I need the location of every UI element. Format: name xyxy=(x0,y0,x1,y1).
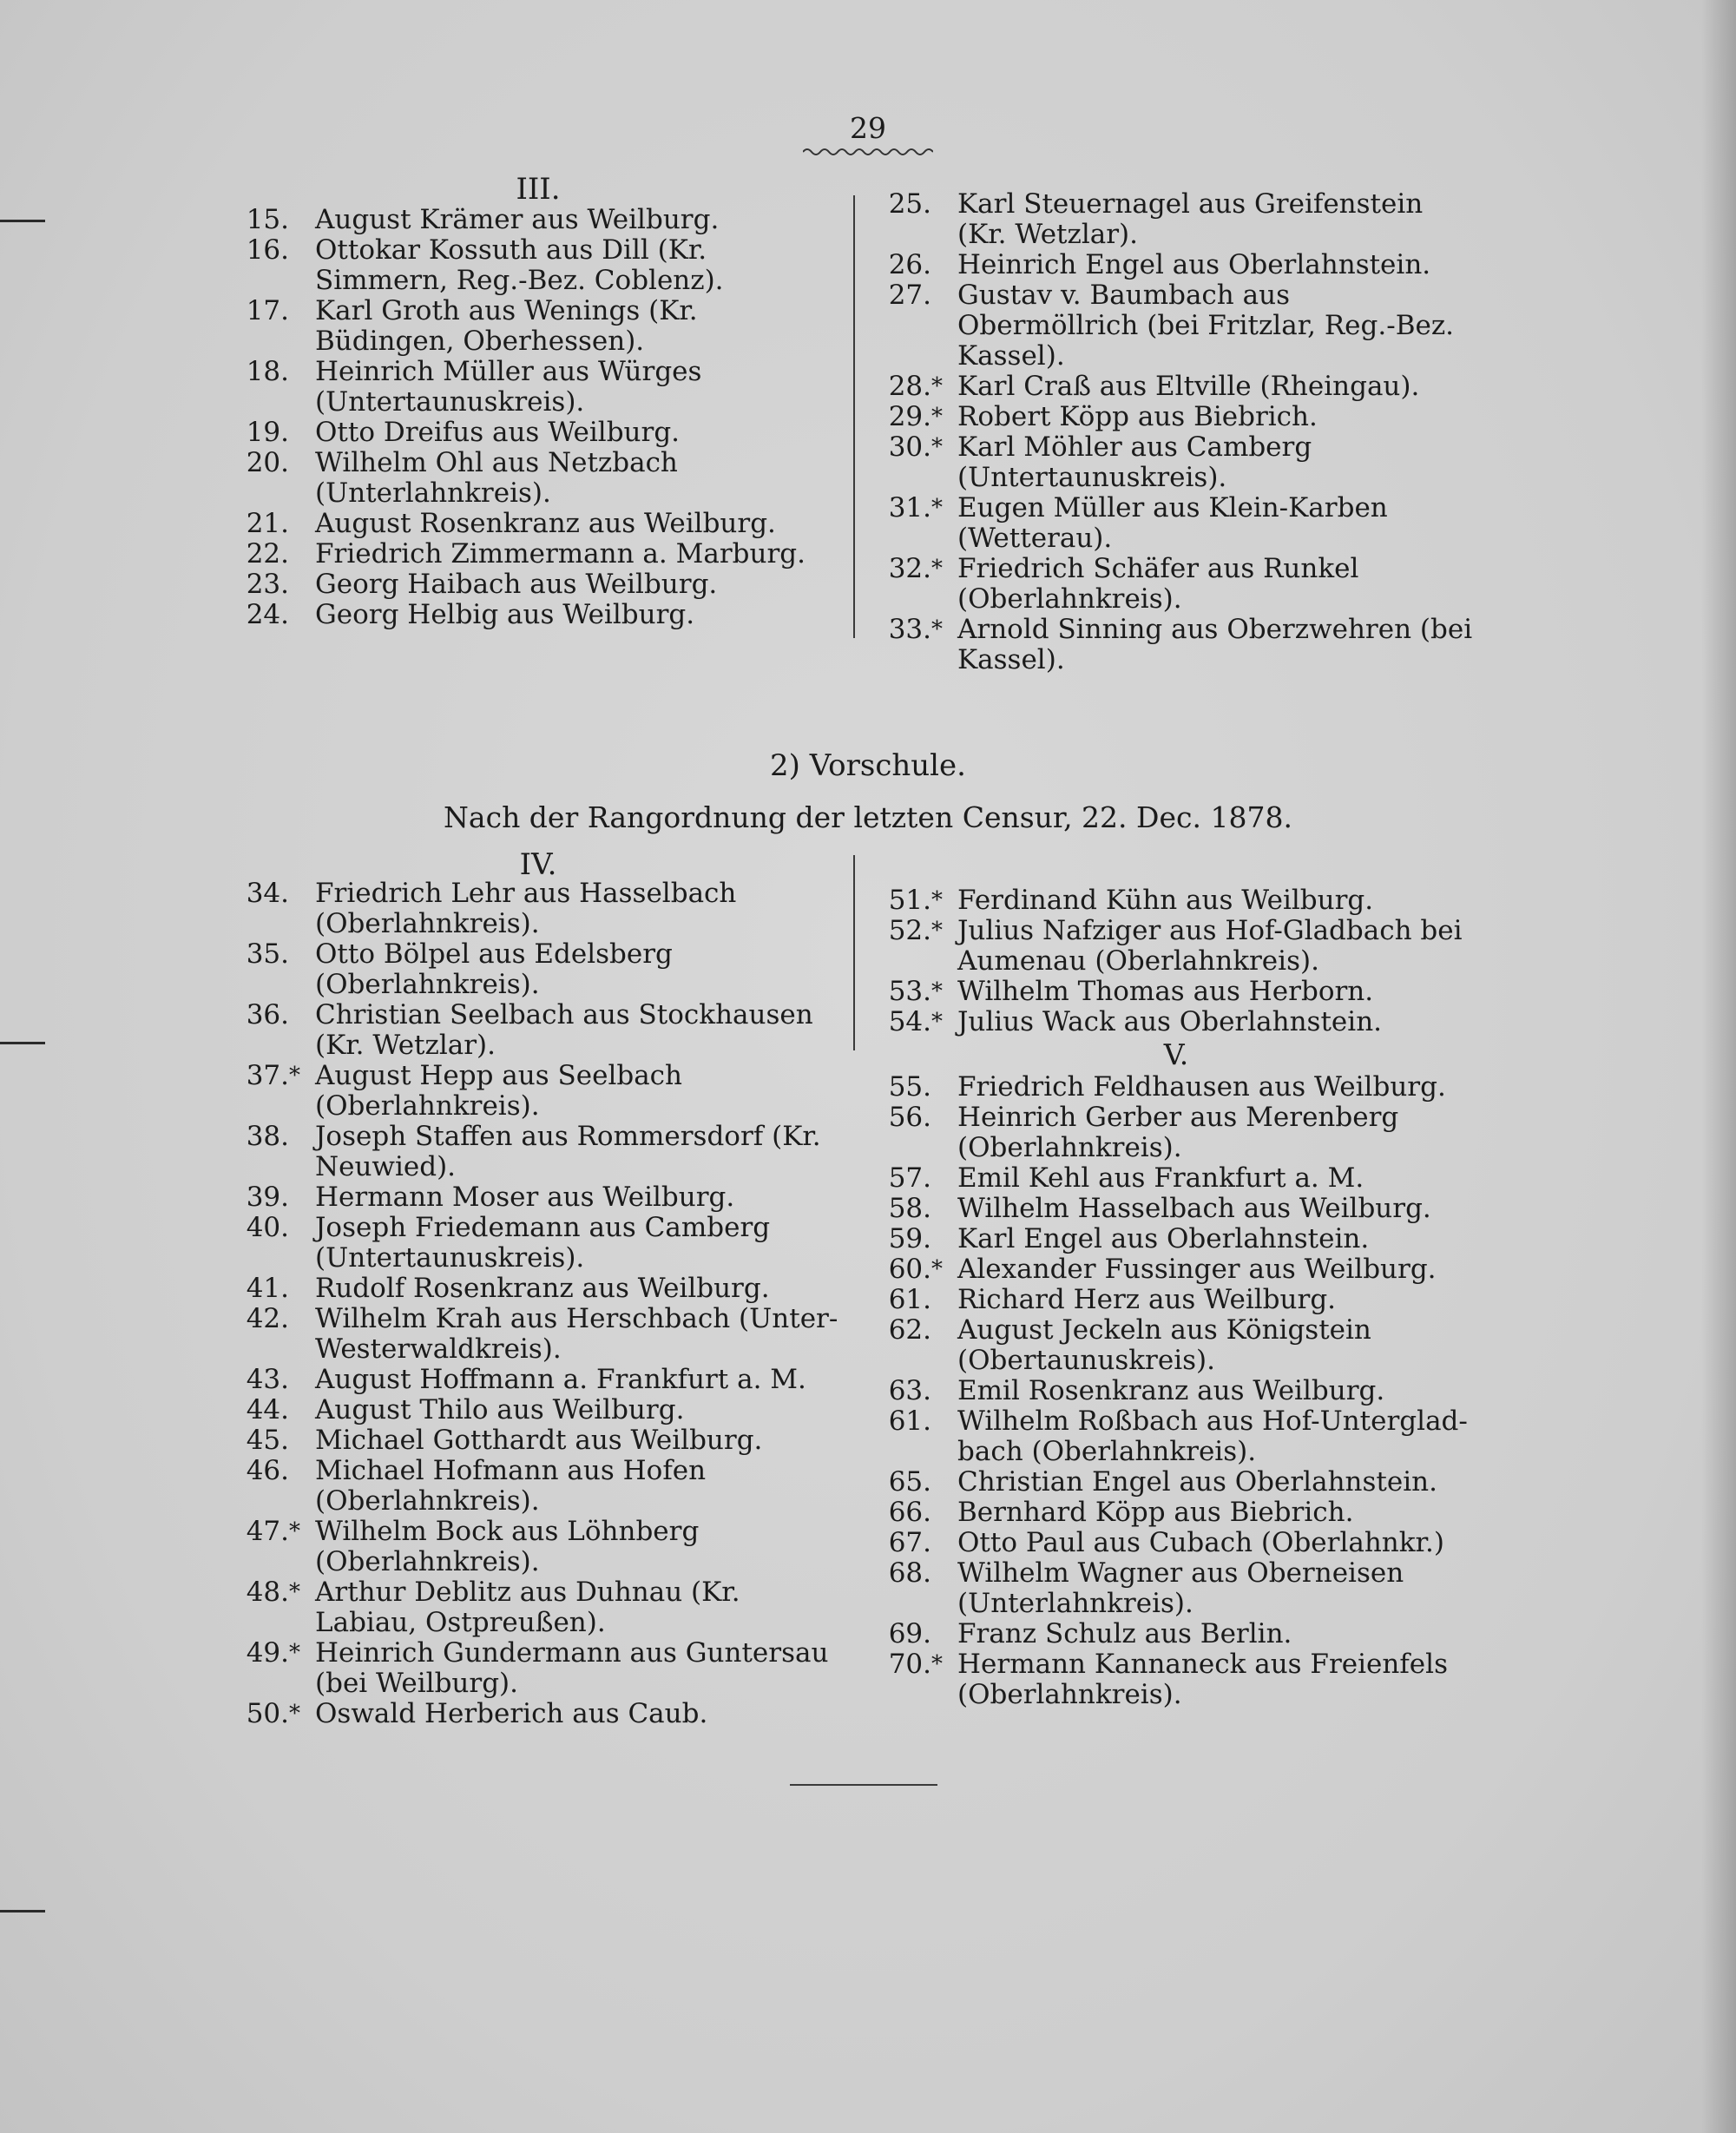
entry-number: 20. xyxy=(246,447,289,478)
entry-number: 51. xyxy=(888,885,931,916)
column-class-iv-left xyxy=(234,879,842,1729)
entry-text: August Hepp aus Seelbach (Oberlahnkreis). xyxy=(315,1060,683,1122)
entry-number: 24. xyxy=(246,599,289,630)
entry-asterisk xyxy=(289,1274,310,1304)
binding-stitch xyxy=(0,1910,45,1912)
entry-number: 36. xyxy=(246,999,289,1030)
class-heading-iv: IV. xyxy=(519,847,557,882)
entry-number: 42. xyxy=(246,1303,289,1334)
list-entry xyxy=(234,1577,842,1638)
entry-number: 65. xyxy=(888,1466,931,1498)
list-entry xyxy=(877,1315,1476,1376)
list-entry xyxy=(877,1163,1476,1194)
entry-text: Michael Gotthardt aus Weilburg. xyxy=(315,1425,763,1456)
entry-asterisk xyxy=(289,1456,310,1517)
entry-asterisk xyxy=(931,1224,952,1254)
list-entry xyxy=(234,1304,842,1365)
list-entry xyxy=(877,1072,1476,1103)
entry-number: 18. xyxy=(246,356,289,387)
list-entry xyxy=(234,879,842,939)
entry-asterisk xyxy=(289,205,310,235)
entry-asterisk xyxy=(931,1163,952,1194)
entry-asterisk xyxy=(289,1425,310,1456)
entry-number: 16. xyxy=(246,234,289,266)
entry-asterisk xyxy=(289,509,310,539)
entry-asterisk: * xyxy=(289,1579,300,1605)
entry-asterisk xyxy=(931,1498,952,1528)
list-entry xyxy=(877,1528,1476,1558)
column-class-iii-left xyxy=(234,205,842,630)
list-entry xyxy=(234,1000,842,1061)
list-entry xyxy=(877,1558,1476,1619)
entry-text: Emil Rosenkranz aus Weilburg. xyxy=(957,1375,1385,1406)
list-entry xyxy=(234,448,842,509)
entry-text: Gustav v. Baumbach aus Obermöllrich (bei Fritzlar, Reg.-Bez. Kassel). xyxy=(957,280,1455,372)
entry-text: Heinrich Gerber aus Merenberg (Oberlahnkreis). xyxy=(957,1102,1399,1163)
entry-asterisk xyxy=(931,1194,952,1224)
entry-number: 69. xyxy=(888,1618,931,1649)
entry-asterisk xyxy=(931,250,952,280)
entry-text: Arthur Deblitz aus Duhnau (Kr. Labiau, Ostpreußen). xyxy=(315,1577,740,1638)
list-entry xyxy=(234,1213,842,1274)
entry-number: 19. xyxy=(246,417,289,448)
list-entry xyxy=(877,1619,1476,1649)
column-right-lower xyxy=(877,885,1476,1710)
entry-asterisk xyxy=(931,1072,952,1103)
entry-text: Karl Craß aus Eltville (Rheingau). xyxy=(957,371,1420,402)
list-entry xyxy=(234,1517,842,1577)
entry-text: Heinrich Gundermann aus Guntersau (bei Weilburg). xyxy=(315,1637,829,1699)
entry-text: Wilhelm Wagner aus Oberneisen (Unterlahnkreis). xyxy=(957,1557,1404,1619)
entry-text: Wilhelm Thomas aus Herborn. xyxy=(957,976,1374,1007)
list-entry xyxy=(234,235,842,296)
entry-asterisk: * xyxy=(289,1518,300,1544)
entry-number: 50. xyxy=(246,1698,289,1729)
entry-text: Wilhelm Roßbach aus Hof-Unterglad-bach (Oberlahnkreis). xyxy=(957,1406,1468,1467)
list-entry xyxy=(877,1224,1476,1254)
entry-asterisk xyxy=(289,357,310,418)
binding-shadow xyxy=(1701,0,1736,2133)
entry-asterisk: * xyxy=(931,495,943,521)
section-subtitle: Nach der Rangordnung der letzten Censur, 22. Dec. 1878. xyxy=(444,800,1292,834)
entry-asterisk: * xyxy=(931,434,943,460)
list-entry xyxy=(234,1425,842,1456)
entry-number: 61. xyxy=(888,1284,931,1315)
entry-text: Eugen Müller aus Klein-Karben (Wetterau). xyxy=(957,492,1388,554)
list-entry xyxy=(234,357,842,418)
entry-text: Bernhard Köpp aus Biebrich. xyxy=(957,1497,1354,1528)
list-entry xyxy=(234,1395,842,1425)
entry-number: 33. xyxy=(888,614,931,645)
entry-number: 60. xyxy=(888,1254,931,1285)
entry-text: Wilhelm Hasselbach aus Weilburg. xyxy=(957,1193,1431,1224)
list-entry xyxy=(234,1638,842,1699)
entry-number: 31. xyxy=(888,492,931,523)
entry-asterisk xyxy=(289,600,310,630)
entry-text: Wilhelm Bock aus Löhnberg (Oberlahnkreis). xyxy=(315,1516,700,1577)
entry-text: Ferdinand Kühn aus Weilburg. xyxy=(957,885,1374,916)
entry-number: 58. xyxy=(888,1193,931,1224)
entry-text: Heinrich Müller aus Würges (Untertaunuskreis). xyxy=(315,356,702,418)
entry-asterisk xyxy=(931,1558,952,1619)
entry-number: 39. xyxy=(246,1182,289,1213)
entry-text: Karl Möhler aus Camberg (Untertaunuskreis). xyxy=(957,431,1312,493)
entry-number: 34. xyxy=(246,878,289,909)
entry-asterisk xyxy=(289,1395,310,1425)
entry-asterisk xyxy=(289,1213,310,1274)
entry-number: 49. xyxy=(246,1637,289,1669)
entry-asterisk xyxy=(931,1467,952,1498)
column-class-iii-right xyxy=(877,189,1476,675)
list-entry xyxy=(877,189,1476,250)
entry-text: Christian Engel aus Oberlahnstein. xyxy=(957,1466,1437,1498)
entry-number: 22. xyxy=(246,538,289,569)
entry-asterisk xyxy=(289,1365,310,1395)
entry-text: Otto Dreifus aus Weilburg. xyxy=(315,417,681,448)
list-entry xyxy=(877,1498,1476,1528)
entry-text: August Hoffmann a. Frankfurt a. M. xyxy=(315,1364,806,1395)
entry-number: 44. xyxy=(246,1394,289,1425)
entry-number: 68. xyxy=(888,1557,931,1589)
entry-asterisk xyxy=(289,1304,310,1365)
entry-asterisk xyxy=(931,1103,952,1163)
list-entry xyxy=(877,1376,1476,1406)
entry-number: 46. xyxy=(246,1455,289,1486)
entry-number: 67. xyxy=(888,1527,931,1558)
entry-number: 32. xyxy=(888,553,931,584)
class-iv-continued xyxy=(877,885,1476,1037)
list-entry xyxy=(877,1103,1476,1163)
entry-text: Rudolf Rosenkranz aus Weilburg. xyxy=(315,1273,770,1304)
list-entry xyxy=(877,432,1476,493)
entry-number: 43. xyxy=(246,1364,289,1395)
entry-asterisk xyxy=(289,448,310,509)
list-entry xyxy=(877,280,1476,372)
entry-text: Julius Wack aus Oberlahnstein. xyxy=(957,1006,1383,1037)
list-entry xyxy=(234,1456,842,1517)
entry-text: Karl Engel aus Oberlahnstein. xyxy=(957,1223,1370,1254)
entry-text: Wilhelm Ohl aus Netzbach (Unterlahnkreis). xyxy=(315,447,678,509)
binding-stitch xyxy=(0,1042,45,1044)
list-entry xyxy=(234,1182,842,1213)
entry-number: 47. xyxy=(246,1516,289,1547)
list-entry xyxy=(234,1061,842,1122)
section-title: 2) Vorschule. xyxy=(770,748,966,783)
list-entry xyxy=(877,1285,1476,1315)
class-v-list xyxy=(877,1072,1476,1710)
entry-number: 17. xyxy=(246,295,289,326)
list-entry xyxy=(877,402,1476,432)
entry-asterisk: * xyxy=(289,1063,300,1089)
entry-text: Arnold Sinning aus Oberzwehren (bei Kassel). xyxy=(957,614,1473,675)
entry-text: Friedrich Schäfer aus Runkel (Oberlahnkreis). xyxy=(957,553,1359,615)
list-entry xyxy=(877,372,1476,402)
entry-asterisk: * xyxy=(931,887,943,913)
entry-asterisk: * xyxy=(931,918,943,944)
entry-text: August Rosenkranz aus Weilburg. xyxy=(315,508,776,539)
list-entry xyxy=(877,977,1476,1007)
entry-text: Otto Bölpel aus Edelsberg (Oberlahnkreis). xyxy=(315,938,673,1000)
entry-asterisk xyxy=(931,280,952,372)
entry-number: 56. xyxy=(888,1102,931,1133)
entry-text: Friedrich Lehr aus Hasselbach (Oberlahnkreis). xyxy=(315,878,737,939)
entry-text: August Krämer aus Weilburg. xyxy=(315,204,720,235)
list-entry xyxy=(234,539,842,569)
end-rule xyxy=(790,1784,937,1786)
entry-number: 35. xyxy=(246,938,289,970)
list-entry xyxy=(877,885,1476,916)
entry-asterisk: * xyxy=(931,1009,943,1035)
entry-asterisk: * xyxy=(931,1256,943,1282)
entry-text: Wilhelm Krah aus Herschbach (Unter-Westerwaldkreis). xyxy=(315,1303,838,1365)
list-entry xyxy=(234,1365,842,1395)
entry-text: Hermann Kannaneck aus Freienfels (Oberlahnkreis). xyxy=(957,1649,1448,1710)
entry-text: Richard Herz aus Weilburg. xyxy=(957,1284,1337,1315)
entry-text: Otto Paul aus Cubach (Oberlahnkr.) xyxy=(957,1527,1444,1558)
entry-text: Heinrich Engel aus Oberlahnstein. xyxy=(957,249,1431,280)
entry-asterisk xyxy=(931,1528,952,1558)
entry-text: Michael Hofmann aus Hofen (Oberlahnkreis). xyxy=(315,1455,707,1517)
entry-asterisk: * xyxy=(931,373,943,399)
list-entry xyxy=(234,509,842,539)
entry-asterisk xyxy=(289,569,310,600)
entry-text: Joseph Friedemann aus Camberg (Untertaunuskreis). xyxy=(315,1212,771,1274)
entry-number: 45. xyxy=(246,1425,289,1456)
list-entry xyxy=(234,296,842,357)
list-entry xyxy=(877,916,1476,977)
binding-stitch xyxy=(0,220,45,222)
entry-number: 48. xyxy=(246,1577,289,1608)
entry-text: Julius Nafziger aus Hof-Gladbach bei Aumenau (Oberlahnkreis). xyxy=(957,915,1463,977)
entry-asterisk xyxy=(289,296,310,357)
entry-number: 30. xyxy=(888,431,931,463)
entry-text: Christian Seelbach aus Stockhausen (Kr. Wetzlar). xyxy=(315,999,813,1061)
entry-text: Joseph Staffen aus Rommersdorf (Kr. Neuwied). xyxy=(315,1121,821,1182)
entry-number: 52. xyxy=(888,915,931,946)
entry-asterisk xyxy=(931,1619,952,1649)
entry-number: 26. xyxy=(888,249,931,280)
entry-asterisk xyxy=(289,539,310,569)
entry-number: 57. xyxy=(888,1162,931,1194)
entry-text: Karl Groth aus Wenings (Kr. Büdingen, Oberhessen). xyxy=(315,295,698,357)
entry-asterisk xyxy=(931,1285,952,1315)
list-entry xyxy=(234,939,842,1000)
list-entry xyxy=(877,554,1476,615)
entry-text: Friedrich Zimmermann a. Marburg. xyxy=(315,538,806,569)
entry-text: Emil Kehl aus Frankfurt a. M. xyxy=(957,1162,1364,1194)
column-divider xyxy=(853,855,855,1050)
column-divider xyxy=(853,195,855,638)
entry-text: Franz Schulz aus Berlin. xyxy=(957,1618,1292,1649)
entry-asterisk: * xyxy=(289,1701,300,1727)
list-entry xyxy=(877,1254,1476,1285)
entry-text: Robert Köpp aus Biebrich. xyxy=(957,401,1318,432)
list-entry xyxy=(234,600,842,630)
class-heading-iii: III. xyxy=(516,172,561,207)
entry-asterisk xyxy=(931,1376,952,1406)
entry-text: Karl Steuernagel aus Greifenstein (Kr. Wetzlar). xyxy=(957,188,1424,250)
entry-asterisk xyxy=(289,1000,310,1061)
entry-number: 63. xyxy=(888,1375,931,1406)
entry-asterisk: * xyxy=(931,1651,943,1677)
entry-asterisk xyxy=(931,1406,952,1467)
entry-number: 41. xyxy=(246,1273,289,1304)
page-number: 29 xyxy=(850,111,886,145)
list-entry xyxy=(234,569,842,600)
entry-text: Ottokar Kossuth aus Dill (Kr. Simmern, Reg.-Bez. Coblenz). xyxy=(315,234,724,296)
entry-asterisk xyxy=(931,189,952,250)
entry-number: 25. xyxy=(888,188,931,220)
entry-text: Hermann Moser aus Weilburg. xyxy=(315,1182,735,1213)
entry-asterisk: * xyxy=(931,978,943,1004)
entry-number: 62. xyxy=(888,1314,931,1346)
entry-number: 59. xyxy=(888,1223,931,1254)
entry-number: 15. xyxy=(246,204,289,235)
list-entry xyxy=(877,493,1476,554)
entry-number: 55. xyxy=(888,1071,931,1103)
list-entry xyxy=(877,1649,1476,1710)
entry-number: 70. xyxy=(888,1649,931,1680)
entry-asterisk: * xyxy=(289,1640,300,1666)
entry-number: 23. xyxy=(246,569,289,600)
list-entry xyxy=(234,418,842,448)
entry-asterisk xyxy=(289,1122,310,1182)
entry-number: 61. xyxy=(888,1406,931,1437)
entry-asterisk xyxy=(289,235,310,296)
entry-number: 21. xyxy=(246,508,289,539)
entry-number: 27. xyxy=(888,280,931,311)
entry-number: 66. xyxy=(888,1497,931,1528)
entry-asterisk: * xyxy=(931,556,943,582)
entry-number: 54. xyxy=(888,1006,931,1037)
list-entry xyxy=(877,1406,1476,1467)
list-entry xyxy=(877,1007,1476,1037)
entry-asterisk: * xyxy=(931,404,943,430)
entry-text: Oswald Herberich aus Caub. xyxy=(315,1698,708,1729)
entry-text: August Jeckeln aus Königstein (Obertaunuskreis). xyxy=(957,1314,1371,1376)
list-entry xyxy=(234,1274,842,1304)
entry-text: Friedrich Feldhausen aus Weilburg. xyxy=(957,1071,1446,1103)
list-entry xyxy=(234,205,842,235)
class-heading-v: V. xyxy=(1163,1037,1189,1071)
entry-text: Alexander Fussinger aus Weilburg. xyxy=(957,1254,1437,1285)
entry-text: Georg Helbig aus Weilburg. xyxy=(315,599,695,630)
entry-number: 28. xyxy=(888,371,931,402)
entry-asterisk xyxy=(289,879,310,939)
list-entry xyxy=(877,1194,1476,1224)
list-entry xyxy=(877,1467,1476,1498)
entry-asterisk: * xyxy=(931,616,943,642)
list-entry xyxy=(234,1122,842,1182)
entry-text: Georg Haibach aus Weilburg. xyxy=(315,569,718,600)
list-entry xyxy=(877,615,1476,675)
entry-asterisk xyxy=(289,939,310,1000)
entry-number: 53. xyxy=(888,976,931,1007)
entry-asterisk xyxy=(289,1182,310,1213)
list-entry xyxy=(234,1699,842,1729)
entry-number: 29. xyxy=(888,401,931,432)
entry-number: 38. xyxy=(246,1121,289,1152)
entry-asterisk xyxy=(289,418,310,448)
entry-asterisk xyxy=(931,1315,952,1376)
entry-number: 37. xyxy=(246,1060,289,1091)
entry-text: August Thilo aus Weilburg. xyxy=(315,1394,685,1425)
list-entry xyxy=(877,250,1476,280)
entry-number: 40. xyxy=(246,1212,289,1243)
ornamental-rule xyxy=(803,146,933,158)
